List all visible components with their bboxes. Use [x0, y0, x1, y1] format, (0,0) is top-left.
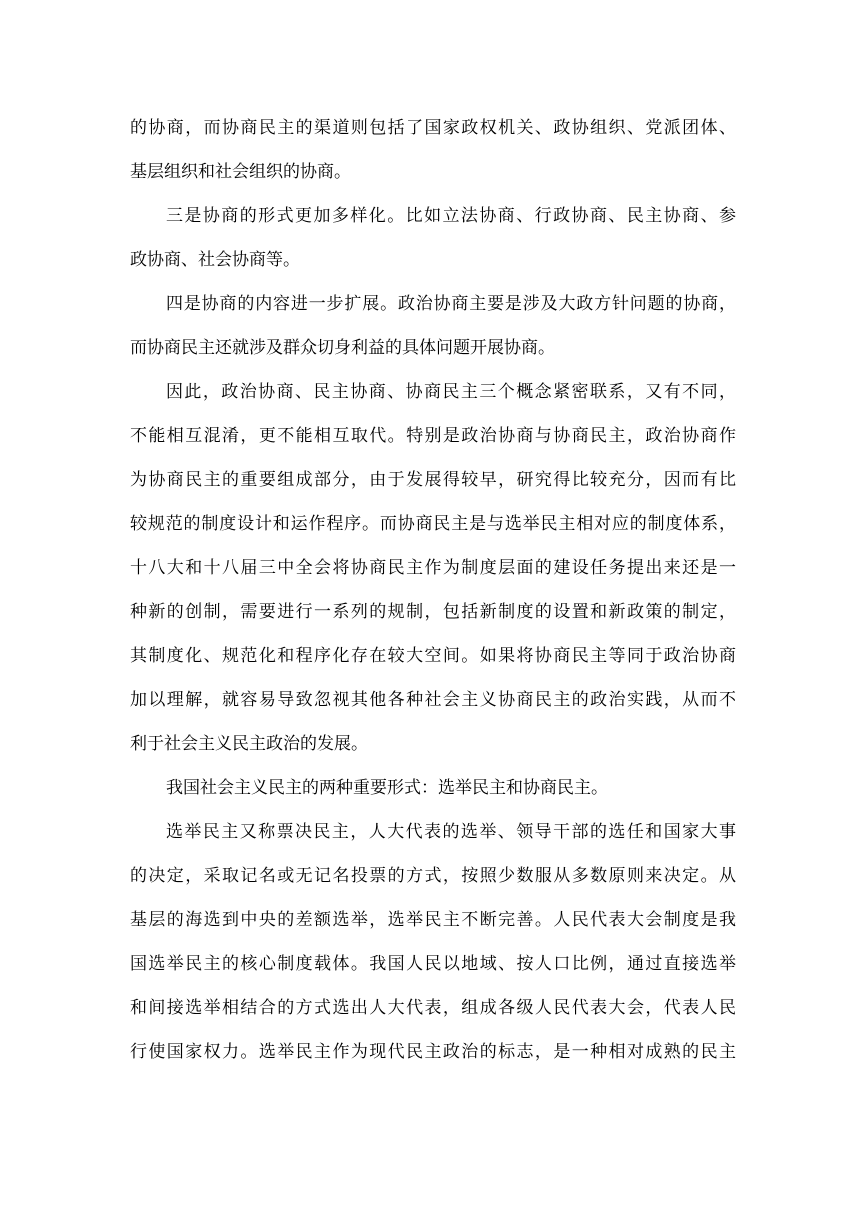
text-line: 十八大和十八届三中全会将协商民主作为制度层面的建设任务提出来还是一	[130, 558, 736, 578]
text-line: 政协商、社会协商等。	[130, 250, 300, 270]
text-line: 利于社会主义民主政治的发展。	[130, 734, 368, 754]
paragraph-start-line: 三是协商的形式更加多样化。比如立法协商、行政协商、民主协商、参	[166, 206, 736, 226]
document-body	[130, 106, 736, 1074]
text-line: 种新的创制，需要进行一系列的规制，包括新制度的设置和新政策的制定，	[130, 602, 736, 622]
text-line: 的决定，采取记名或无记名投票的方式，按照少数服从多数原则来决定。从	[130, 866, 736, 886]
text-line: 较规范的制度设计和运作程序。而协商民主是与选举民主相对应的制度体系，	[130, 514, 736, 534]
text-line: 不能相互混淆，更不能相互取代。特别是政治协商与协商民主，政治协商作	[130, 426, 736, 446]
paragraph-start-line: 选举民主又称票决民主，人大代表的选举、领导干部的选任和国家大事	[166, 822, 736, 842]
paragraph-start-line: 四是协商的内容进一步扩展。政治协商主要是涉及大政方针问题的协商，	[166, 294, 736, 314]
text-line: 其制度化、规范化和程序化存在较大空间。如果将协商民主等同于政治协商	[130, 646, 736, 666]
text-line: 和间接选举相结合的方式选出人大代表，组成各级人民代表大会，代表人民	[130, 998, 736, 1018]
text-line: 基层组织和社会组织的协商。	[130, 162, 351, 182]
text-line: 加以理解，就容易导致忽视其他各种社会主义协商民主的政治实践，从而不	[130, 690, 736, 710]
paragraph-start-line: 我国社会主义民主的两种重要形式：选举民主和协商民主。	[166, 778, 608, 798]
paragraph-start-line: 因此，政治协商、民主协商、协商民主三个概念紧密联系，又有不同，	[166, 382, 736, 402]
text-line: 为协商民主的重要组成部分，由于发展得较早，研究得比较充分，因而有比	[130, 470, 736, 490]
text-line: 而协商民主还就涉及群众切身利益的具体问题开展协商。	[130, 338, 555, 358]
text-line: 国选举民主的核心制度载体。我国人民以地域、按人口比例，通过直接选举	[130, 954, 736, 974]
text-line: 行使国家权力。选举民主作为现代民主政治的标志，是一种相对成熟的民主	[130, 1042, 736, 1062]
text-line: 的协商，而协商民主的渠道则包括了国家政权机关、政协组织、党派团体、	[130, 118, 736, 138]
text-line: 基层的海选到中央的差额选举，选举民主不断完善。人民代表大会制度是我	[130, 910, 736, 930]
